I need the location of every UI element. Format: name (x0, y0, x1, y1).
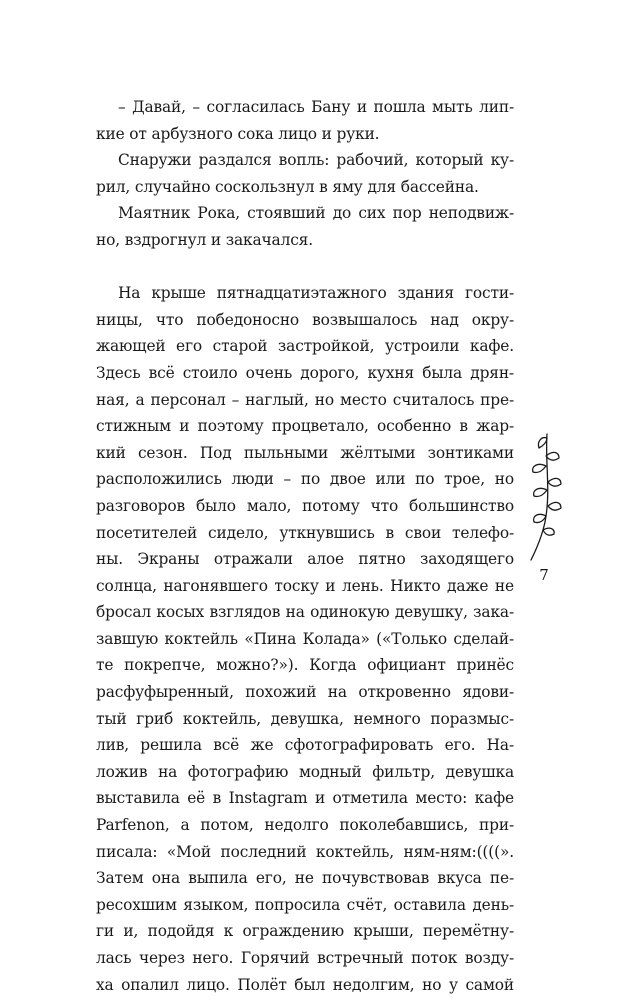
text-line: завшую коктейль «Пина Колада» («Только сделай- (96, 629, 514, 648)
text-line: Снаружи раздался вопль: рабочий, который ку- (118, 151, 514, 170)
text-column (96, 94, 514, 998)
text-line: лив, решила всё же сфотографировать его. На- (96, 736, 514, 755)
text-line: Parfenon, а потом, недолго поколебавшись, при- (96, 816, 514, 835)
leaf-branch-icon (521, 432, 565, 562)
text-line: тый гриб коктейль, девушка, немного поразмыс- (96, 709, 514, 728)
text-line: но, вздрогнул и закачался. (96, 230, 313, 249)
text-line: кий сезон. Под пыльными жёлтыми зонтиками (96, 443, 514, 462)
text-line: выставила её в Instagram и отметила место: кафе (96, 789, 514, 808)
text-line: писала: «Мой последний коктейль, ням-ням:((((». (96, 842, 514, 861)
text-line: Здесь всё стоило очень дорого, кухня была дрян- (96, 363, 514, 382)
text-line: рил, случайно соскользнул в яму для бассейна. (96, 177, 479, 196)
text-line: – Давай, – согласилась Бану и пошла мыть лип- (118, 98, 514, 116)
text-line: Маятник Рока, стоявший до сих пор неподвиж- (118, 204, 514, 223)
text-line: Затем она выпила его, не почувствовав вкуса пе- (96, 869, 514, 888)
text-line: ницы, что победоносно возвышалось над окру- (96, 310, 514, 329)
page-number: 7 (539, 566, 549, 584)
section-break (96, 254, 514, 281)
text-line: посетителей сидело, уткнувшись в свои телефо- (96, 523, 514, 542)
text-line: ны. Экраны отражали алое пятно заходящего (96, 550, 514, 569)
text-line: ги и, подойдя к ограждению крыши, перемётну- (96, 922, 514, 941)
text-line: разговоров было мало, потому что большинство (96, 496, 514, 515)
text-line: бросал косых взглядов на одинокую девушку, зака- (96, 603, 514, 622)
text-line: те покрепче, можно?»). Когда официант принёс (96, 656, 514, 675)
text-line: стижным и поэтому процветало, особенно в жар- (96, 417, 514, 436)
text-line: жающей его старой застройкой, устроили кафе. (96, 337, 514, 356)
text-line: ложив на фотографию модный фильтр, девушка (96, 762, 514, 781)
text-line: кие от арбузного сока лицо и руки. (96, 124, 380, 143)
text-line: лась через него. Горячий встречный поток возду- (96, 949, 514, 967)
text-line: расфуфыренный, похожий на откровенно ядови- (96, 683, 514, 702)
text-line: солнца, нагонявшего тоску и лень. Никто даже не (96, 576, 514, 595)
text-line: ресохшим языком, попросила счёт, оставила день- (96, 895, 514, 914)
text-line: ха опалил лицо. Полёт был недолгим, но у самой (96, 975, 514, 994)
text-line: расположились люди – по двое или по трое, но (96, 470, 514, 489)
text-line: На крыше пятнадцатиэтажного здания гости- (118, 284, 514, 303)
text-line: ная, а персонал – наглый, но место считалось пре- (96, 390, 514, 409)
